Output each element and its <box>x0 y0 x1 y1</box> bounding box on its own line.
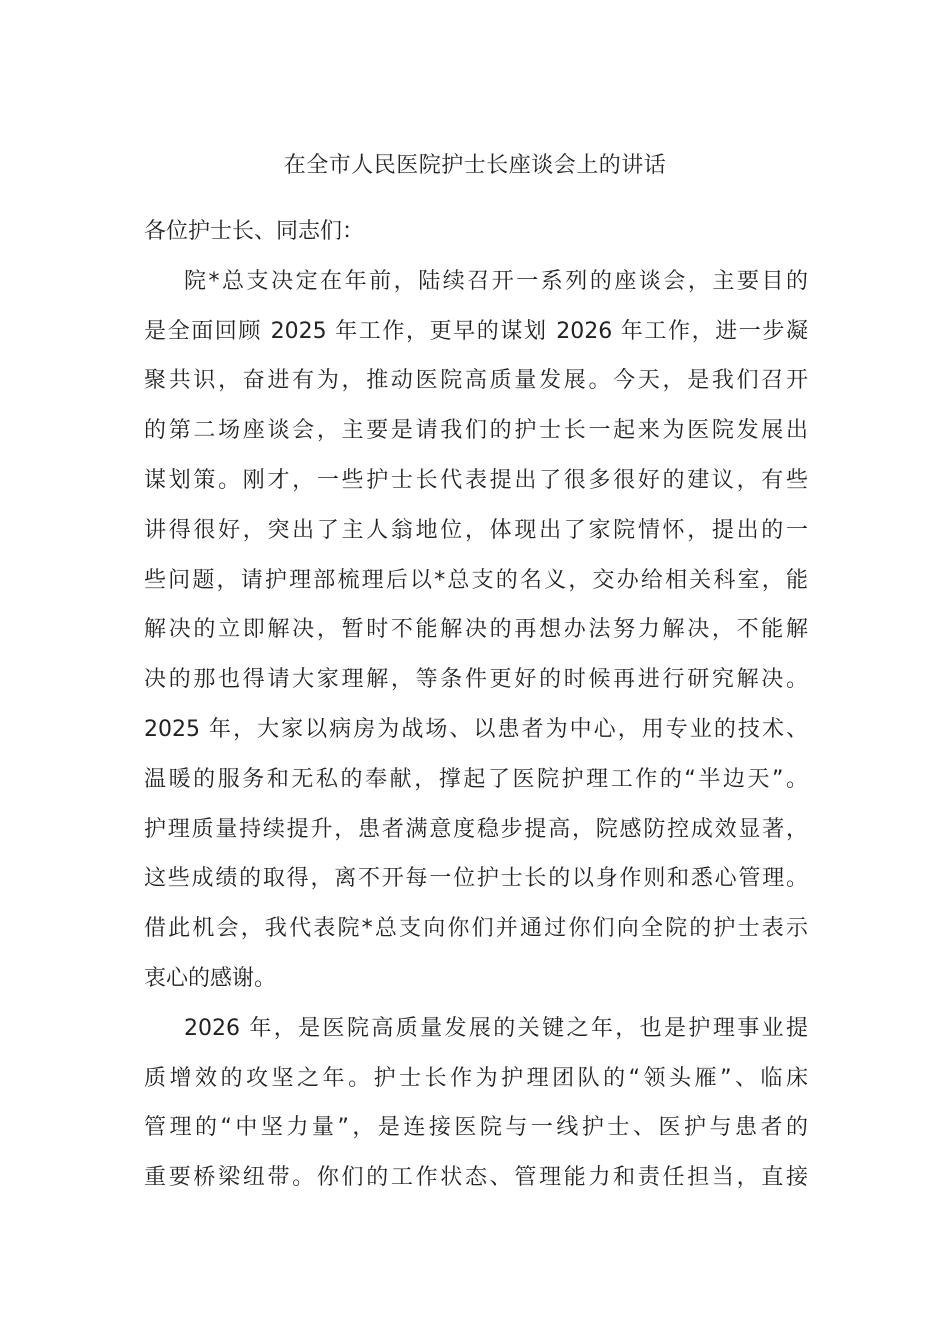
paragraph-2 <box>144 1004 808 1203</box>
paragraph-line: 这些成绩的取得，离不开每一位护士长的以身作则和悉心管理。 <box>144 866 808 892</box>
paragraph-line: 衷心的感谢。 <box>144 965 277 991</box>
paragraph-line: 质增效的攻坚之年。护士长作为护理团队的“领头雁”、临床 <box>144 1065 808 1091</box>
paragraph-line: 借此机会，我代表院*总支向你们并通过你们向全院的护士表示 <box>144 916 808 942</box>
paragraph-line: 聚共识，奋进有为，推动医院高质量发展。今天，是我们召开 <box>144 368 808 394</box>
document-title: 在全市人民医院护士长座谈会上的讲话 <box>283 153 667 178</box>
paragraph-line: 护理质量持续提升，患者满意度稳步提高，院感防控成效显著， <box>144 816 808 842</box>
paragraph-line: 2026 年，是医院高质量发展的关键之年，也是护理事业提 <box>184 1015 808 1041</box>
paragraph-line: 温暖的服务和无私的奉献，撑起了医院护理工作的“半边天”。 <box>144 766 809 792</box>
paragraph-line: 讲得很好，突出了主人翁地位，体现出了家院情怀，提出的一 <box>144 517 808 543</box>
paragraph-1 <box>144 257 808 1004</box>
paragraph-line: 是全面回顾 2025 年工作，更早的谋划 2026 年工作，进一步凝 <box>144 318 808 344</box>
paragraph-line: 2025 年，大家以病房为战场、以患者为中心，用专业的技术、 <box>144 716 808 742</box>
paragraph-line: 些问题，请护理部梳理后以*总支的名义，交办给相关科室，能 <box>144 567 808 593</box>
paragraph-line: 院*总支决定在年前，陆续召开一系列的座谈会，主要目的 <box>184 268 808 294</box>
salutation: 各位护士长、同志们： <box>144 219 365 244</box>
paragraph-line: 重要桥梁纽带。你们的工作状态、管理能力和责任担当，直接 <box>144 1165 808 1191</box>
paragraph-line: 决的那也得请大家理解，等条件更好的时候再进行研究解决。 <box>144 667 808 693</box>
paragraph-line: 解决的立即解决，暂时不能解决的再想办法努力解决，不能解 <box>144 617 808 643</box>
paragraph-line: 谋划策。刚才，一些护士长代表提出了很多很好的建议，有些 <box>144 467 808 493</box>
paragraph-line: 管理的“中坚力量”，是连接医院与一线护士、医护与患者的 <box>144 1115 808 1141</box>
paragraph-line: 的第二场座谈会，主要是请我们的护士长一起来为医院发展出 <box>144 418 808 444</box>
document-body <box>144 207 808 1203</box>
